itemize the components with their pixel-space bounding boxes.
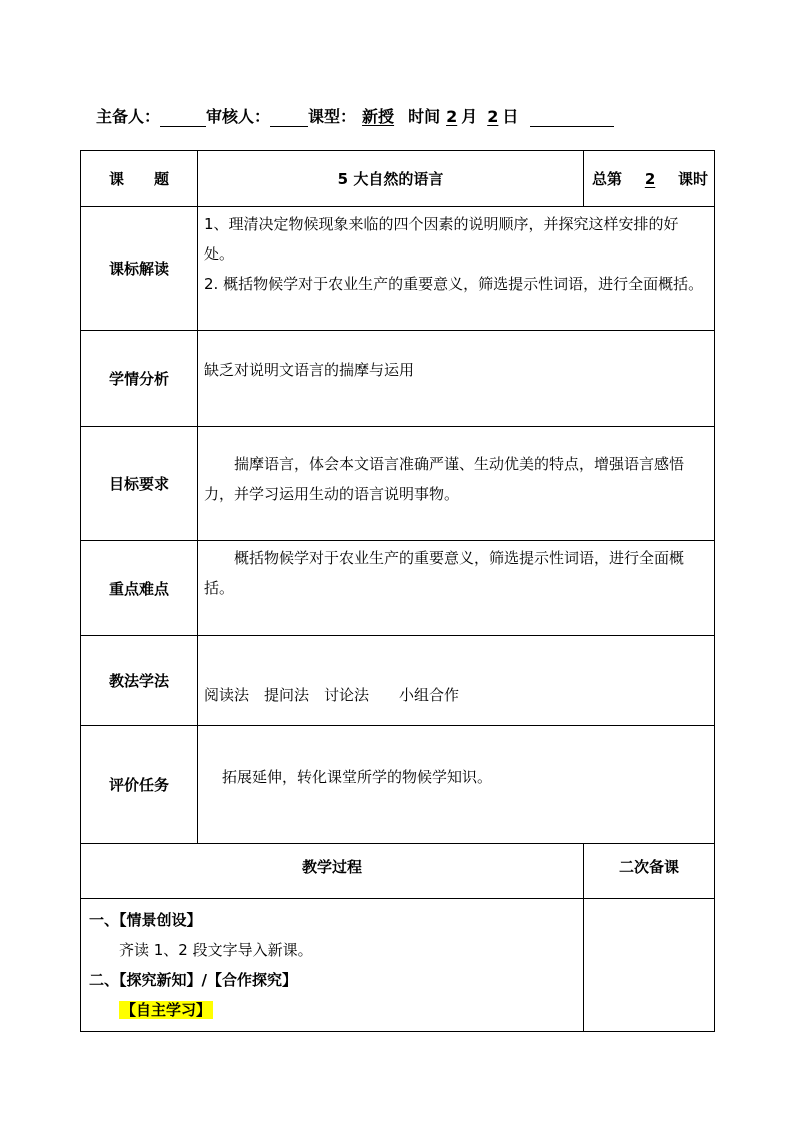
- row-goals: [81, 427, 715, 541]
- total-value: 2: [644, 170, 656, 188]
- header-line: [96, 104, 614, 127]
- row-label: 学情分析: [81, 331, 198, 427]
- process-label: 教学过程: [81, 844, 584, 899]
- standard-line-2: 2. 概括物候学对于农业生产的重要意义，筛选提示性词语，进行全面概括。: [204, 275, 704, 293]
- process-content: [81, 899, 584, 1032]
- row-label: 课标解读: [81, 207, 198, 331]
- row-key-points: [81, 541, 715, 636]
- row-analysis: [81, 331, 715, 427]
- row-content: 揣摩语言，体会本文语言准确严谨、生动优美的特点，增强语言感悟力，并学习运用生动的语言说明事物。: [198, 427, 715, 541]
- step-2-heading: 二、【探究新知】/【合作探究】: [89, 971, 297, 989]
- reviewer-label: 审核人：: [206, 107, 271, 126]
- process-body-row: [81, 899, 715, 1032]
- total-prefix: 总第: [592, 170, 623, 188]
- row-content: 概括物候学对于农业生产的重要意义，筛选提示性词语，进行全面概括。: [198, 541, 715, 636]
- lesson-plan-table: [80, 150, 714, 1032]
- secondary-prep-cell: [584, 899, 715, 1032]
- total-suffix: 课时: [678, 170, 709, 188]
- time-label: 时间: [408, 107, 441, 126]
- row-content: 阅读法 提问法 讨论法 小组合作: [198, 636, 715, 726]
- row-standard: [81, 207, 715, 331]
- row-label: 重点难点: [81, 541, 198, 636]
- row-label: 目标要求: [81, 427, 198, 541]
- preparer-blank: [160, 108, 206, 127]
- day-value: 2: [487, 107, 499, 126]
- reviewer-blank: [270, 108, 308, 127]
- process-header-row: [81, 844, 715, 899]
- course-type-label: 课型：: [308, 107, 357, 126]
- secondary-prep-label: 二次备课: [584, 844, 715, 899]
- step-1-heading: 一、【情景创设】: [89, 911, 202, 929]
- row-label: 教法学法: [81, 636, 198, 726]
- course-type-value: 新授: [362, 107, 395, 126]
- row-content: 拓展延伸，转化课堂所学的物候学知识。: [198, 726, 715, 844]
- topic-row: [81, 151, 715, 207]
- total-lessons: [584, 151, 715, 207]
- trailing-blank: [530, 108, 614, 127]
- topic-label: 课 题: [81, 151, 198, 207]
- self-study-highlight: 【自主学习】: [121, 1001, 212, 1019]
- row-evaluation: [81, 726, 715, 844]
- standard-line-1: 1、理清决定物候现象来临的四个因素的说明顺序，并探究这样安排的好处。: [204, 215, 679, 263]
- lesson-title: 5 大自然的语言: [198, 151, 584, 207]
- preparer-label: 主备人：: [96, 107, 161, 126]
- row-methods: [81, 636, 715, 726]
- step-1-text: 齐读 1、2 段文字导入新课。: [119, 941, 313, 959]
- month-value: 2: [446, 107, 458, 126]
- row-content: [198, 207, 715, 331]
- row-label: 评价任务: [81, 726, 198, 844]
- row-content: 缺乏对说明文语言的揣摩与运用: [198, 331, 715, 427]
- day-unit: 日: [502, 107, 519, 126]
- month-unit: 月: [461, 107, 478, 126]
